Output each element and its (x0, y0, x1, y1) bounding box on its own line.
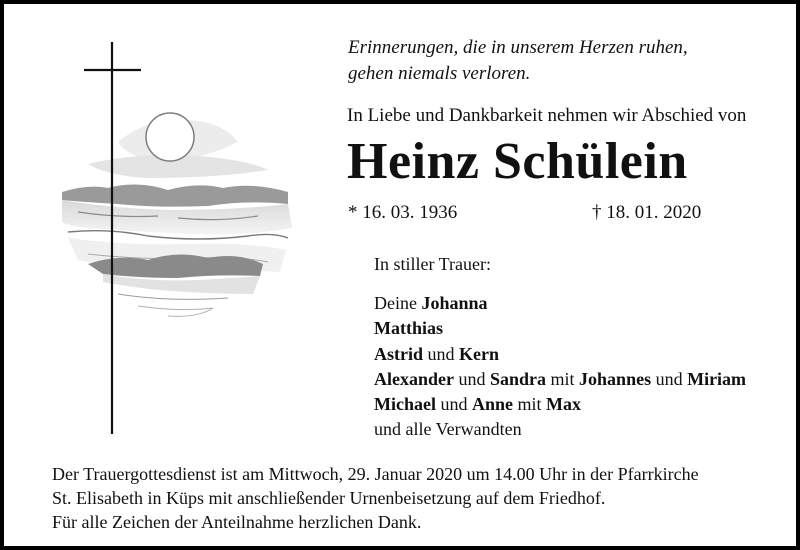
family-member-name: Kern (459, 343, 499, 364)
family-line (374, 392, 746, 417)
cross-landscape-artwork (48, 32, 314, 442)
family-line (374, 291, 746, 316)
family-line (374, 367, 746, 392)
family-member-name: Astrid (374, 343, 423, 364)
family-member-name: Johanna (421, 293, 488, 313)
family-word: und (458, 368, 486, 389)
family-word: und (655, 368, 683, 389)
sun-icon (146, 113, 194, 161)
quote-line: gehen niemals verloren. (348, 63, 531, 84)
family-member-name: Max (546, 394, 582, 415)
family-member-name: Matthias (374, 318, 443, 339)
family-line: und alle Verwandten (374, 419, 522, 440)
service-details (52, 462, 699, 534)
mourning-label: In stiller Trauer: (374, 254, 491, 274)
service-line: St. Elisabeth in Küps mit anschließender Urnenbeisetzung auf dem Friedhof. (52, 488, 606, 508)
family-word: und (427, 343, 455, 364)
family-member-name: Johannes (579, 368, 652, 389)
life-dates (348, 200, 728, 226)
family-member-name: Michael (374, 394, 436, 415)
memorial-quote (348, 35, 688, 87)
family-word: Deine (374, 293, 417, 313)
family-member-name: Anne (471, 394, 513, 415)
death-date: † 18. 01. 2020 (592, 202, 702, 223)
family-line (374, 316, 746, 341)
family-member-name: Sandra (490, 368, 547, 389)
deceased-name: Heinz Schülein (347, 133, 688, 190)
service-line: Für alle Zeichen der Anteilnahme herzlichen Dank. (52, 512, 422, 532)
family-word: mit (517, 394, 542, 415)
family-word: mit (550, 368, 575, 389)
family-line (374, 342, 746, 367)
birth-date: * 16. 03. 1936 (348, 202, 458, 223)
family-list (374, 291, 746, 443)
cross-icon (84, 42, 141, 434)
farewell-intro: In Liebe und Dankbarkeit nehmen wir Abschied von (347, 105, 747, 126)
family-member-name: Alexander (374, 368, 454, 389)
service-line: Der Trauergottesdienst ist am Mittwoch, 29. Januar 2020 um 14.00 Uhr in der Pfarrkirche (52, 464, 699, 484)
family-member-name: Miriam (687, 368, 747, 389)
family-word: und (440, 394, 468, 415)
quote-line: Erinnerungen, die in unserem Herzen ruhen, (348, 37, 688, 58)
